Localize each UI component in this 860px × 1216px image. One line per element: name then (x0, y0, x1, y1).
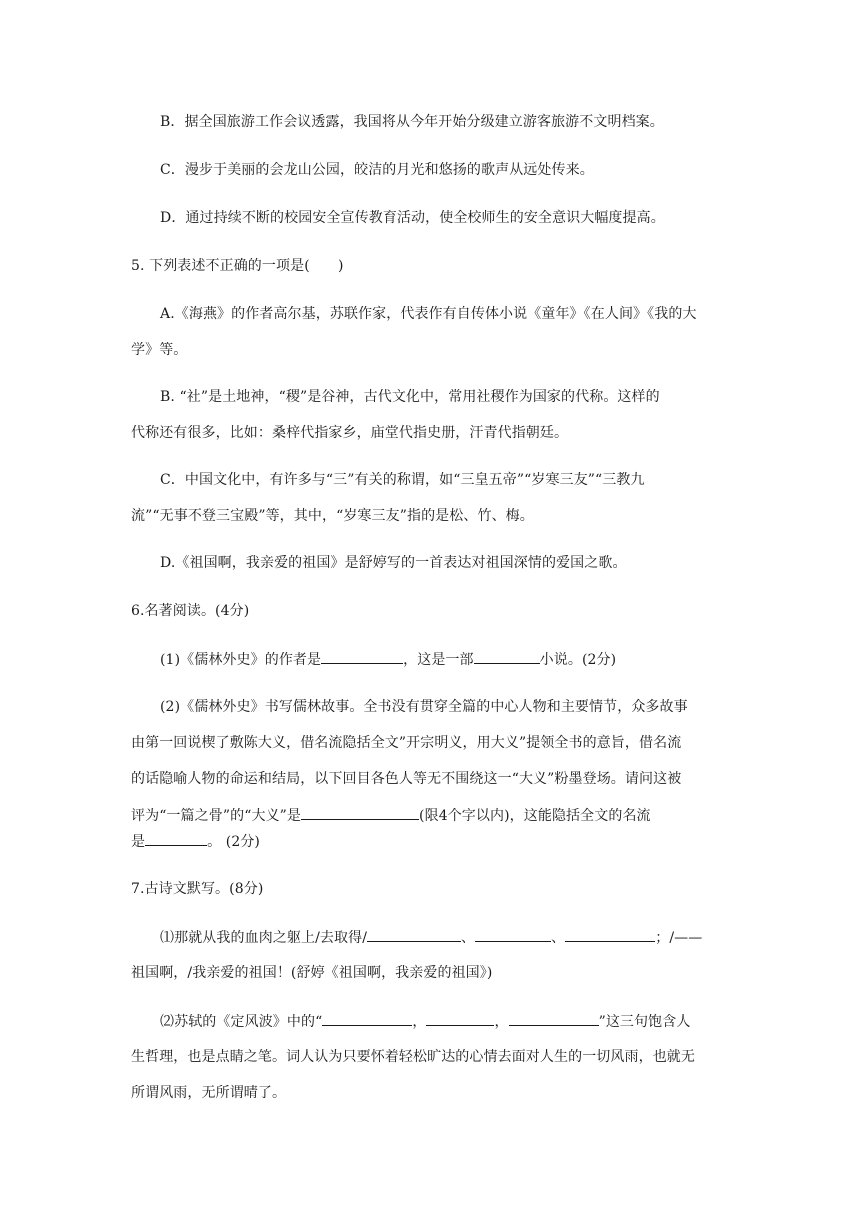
q7-part2-text-a: ⑵苏轼的《定风波》中的“ (160, 1014, 323, 1030)
q6-part2-text-a: 评为“一篇之骨”的“大义”是 (131, 808, 302, 824)
answer-blank-dingfengbo1[interactable] (322, 1011, 412, 1026)
q6-part2-text-b: (限4个字以内)，这能隐括全文的名流 (419, 808, 651, 824)
answer-blank-poem2[interactable] (475, 927, 551, 942)
option-b-q5-line1: B. “社”是土地神，“稷”是谷神，古代文化中，常用社稷作为国家的代称。这样的 (160, 389, 660, 405)
option-d-q5: D.《祖国啊，我亲爱的祖国》是舒婷写的一首表达对祖国深情的爱国之歌。 (160, 555, 627, 571)
answer-blank-author[interactable] (321, 649, 403, 664)
q7-part1-sep-2: 、 (551, 930, 566, 946)
question-7-part1-line2: 祖国啊，/我亲爱的祖国！(舒婷《祖国啊，我亲爱的祖国》) (131, 965, 493, 981)
answer-blank-poem3[interactable] (565, 927, 655, 942)
question-6-part1 (160, 649, 760, 670)
q7-part1-sep-1: 、 (461, 930, 476, 946)
option-c-q5-line2: 流”“无事不登三宝殿”等，其中，“岁寒三友”指的是松、竹、梅。 (131, 508, 534, 524)
question-7-part2-line2: 生哲理，也是点睛之笔。词人认为只要怀着轻松旷达的心情去面对人生的一切风雨，也就无 (131, 1049, 695, 1065)
q7-part1-text-a: ⑴那就从我的血肉之躯上/去取得/ (160, 930, 368, 946)
answer-blank-dayi[interactable] (301, 805, 419, 820)
q7-part2-sep-1: ， (412, 1014, 427, 1030)
option-b-q5-line2: 代称还有很多，比如：桑梓代指家乡，庙堂代指史册，汗青代指朝廷。 (131, 425, 569, 441)
q7-part1-text-b: ；/—— (655, 930, 703, 946)
option-a-q5-line2: 学》等。 (131, 342, 188, 358)
answer-blank-genre[interactable] (474, 649, 540, 664)
q6-part1-text-b: ，这是一部 (403, 652, 474, 668)
option-c-q5-line1: C．中国文化中，有许多与“三”有关的称谓，如“三皇五帝”“岁寒三友”“三教九 (160, 472, 645, 488)
answer-blank-poem1[interactable] (367, 927, 461, 942)
question-7-stem: 7.古诗文默写。(8分) (131, 881, 264, 897)
question-7-part2-line3: 所谓风雨，无所谓晴了。 (131, 1085, 287, 1101)
option-a-q5-line1: A.《海燕》的作者高尔基，苏联作家，代表作有自传体小说《童年》《在人间》《我的大 (160, 306, 697, 322)
question-6-part2-line3: 的话隐喻人物的命运和结局，以下回目各色人等无不围绕这一“大义”粉墨登场。请问这被 (131, 771, 682, 787)
answer-blank-dingfengbo2[interactable] (426, 1011, 494, 1026)
question-6-part2-line5 (131, 831, 731, 852)
option-d-q4: D．通过持续不断的校园安全宣传教育活动，使全校师生的安全意识大幅度提高。 (160, 210, 665, 226)
question-6-part2-line1: (2)《儒林外史》书写儒林故事。全书没有贯穿全篇的中心人物和主要情节，众多故事 (160, 699, 688, 715)
option-b-q4: B．据全国旅游工作会议透露，我国将从今年开始分级建立游客旅游不文明档案。 (160, 114, 664, 130)
question-6-part2-line2: 由第一回说楔了敷陈大义，借名流隐括全文”开宗明义，用大义”提领全书的意旨，借名流 (131, 735, 682, 751)
question-5-stem: 5. 下列表述不正确的一项是( ) (131, 258, 344, 274)
q7-part2-sep-2: ， (494, 1014, 509, 1030)
question-7-part1-line1 (160, 927, 760, 948)
option-c-q4: C．漫步于美丽的会龙山公园，皎洁的月光和悠扬的歌声从远处传来。 (160, 162, 594, 178)
q6-part1-text-c: 小说。(2分) (539, 652, 617, 668)
answer-blank-dingfengbo3[interactable] (509, 1011, 599, 1026)
q6-part2-text-c: 是 (131, 834, 146, 850)
question-6-stem: 6.名著阅读。(4分) (131, 603, 250, 619)
answer-blank-mingliu[interactable] (145, 831, 207, 846)
question-6-part2-line4 (131, 805, 731, 826)
q6-part1-text-a: (1)《儒林外史》的作者是 (160, 652, 322, 668)
q6-part2-text-d: 。 (2分) (207, 834, 260, 850)
q7-part2-text-b: ”这三句饱含人 (598, 1014, 691, 1030)
question-7-part2-line1 (160, 1011, 760, 1032)
